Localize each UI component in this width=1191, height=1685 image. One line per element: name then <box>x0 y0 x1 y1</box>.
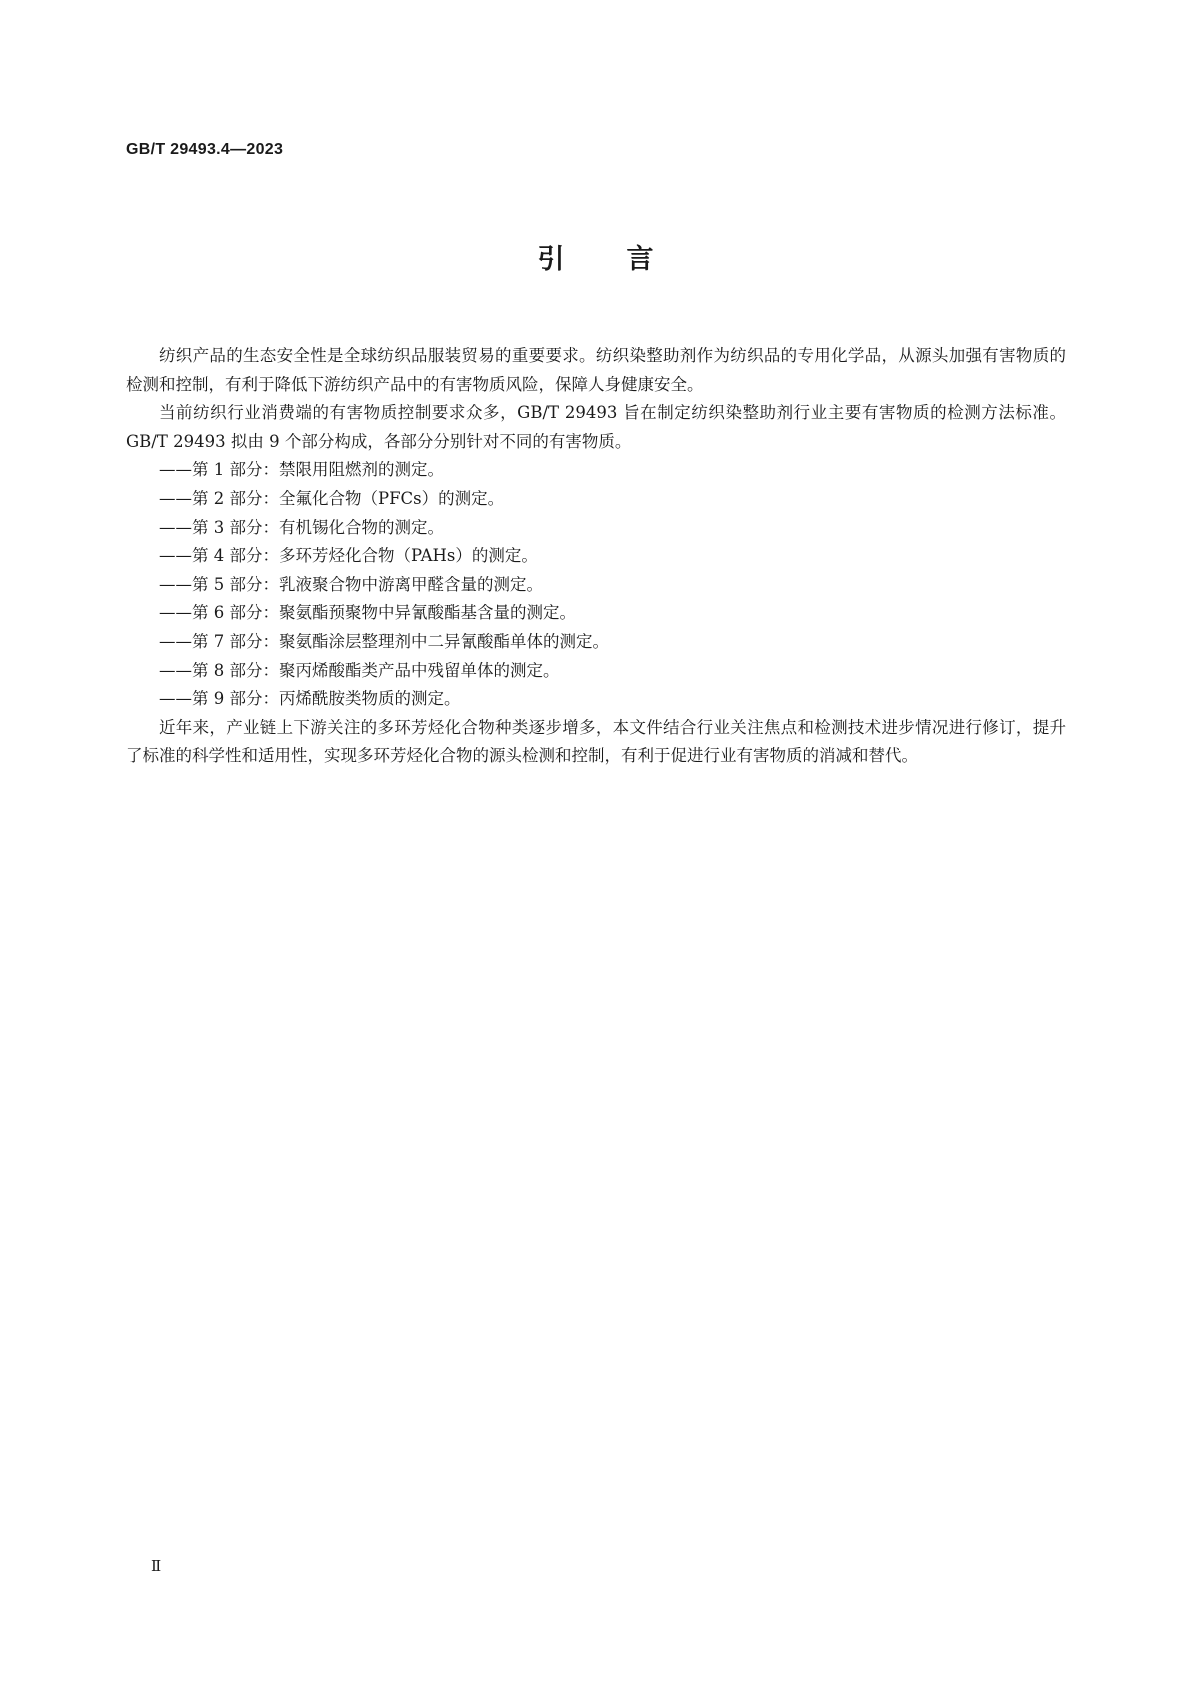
intro-paragraph-2: 当前纺织行业消费端的有害物质控制要求众多，GB/T 29493 旨在制定纺织染整助剂行业主要有害物质的检测方法标准。GB/T 29493 拟由 9 个部分构成，各部分分别针对不同的有害物质。 <box>126 403 1066 451</box>
page-number: Ⅱ <box>151 1557 163 1575</box>
part-4-label: 第 4 部分：多环芳烃化合物（PAHs）的测定。 <box>192 546 538 566</box>
list-dash: —— <box>159 603 192 623</box>
list-dash: —— <box>159 574 192 594</box>
list-dash: —— <box>159 460 192 480</box>
page-title: 引言 <box>537 244 716 275</box>
list-dash: —— <box>159 660 192 680</box>
part-6-label: 第 6 部分：聚氨酯预聚物中异氰酸酯基含量的测定。 <box>192 603 576 623</box>
list-item <box>126 485 1066 514</box>
part-3-label: 第 3 部分：有机锡化合物的测定。 <box>192 517 444 537</box>
part-7-label: 第 7 部分：聚氨酯涂层整理剂中二异氰酸酯单体的测定。 <box>192 631 609 651</box>
closing-paragraph: 近年来，产业链上下游关注的多环芳烃化合物种类逐步增多，本文件结合行业关注焦点和检测技术进步情况进行修订，提升了标准的科学性和适用性，实现多环芳烃化合物的源头检测和控制，有利于促进行业有害物质的消减和替代。 <box>126 717 1066 766</box>
list-item <box>126 685 1066 714</box>
part-2-label: 第 2 部分：全氟化合物（PFCs）的测定。 <box>192 488 505 508</box>
introduction-body <box>126 342 1066 771</box>
list-dash: —— <box>159 631 192 651</box>
list-dash: —— <box>159 546 192 566</box>
intro-paragraph-1: 纺织产品的生态安全性是全球纺织品服装贸易的重要要求。纺织染整助剂作为纺织品的专用化学品，从源头加强有害物质的检测和控制，有利于降低下游纺织产品中的有害物质风险，保障人身健康安全。 <box>126 346 1066 394</box>
list-item <box>126 571 1066 600</box>
part-9-label: 第 9 部分：丙烯酰胺类物质的测定。 <box>192 689 461 709</box>
list-item <box>126 628 1066 657</box>
list-item <box>126 542 1066 571</box>
part-1-label: 第 1 部分：禁限用阻燃剂的测定。 <box>192 460 444 480</box>
part-8-label: 第 8 部分：聚丙烯酸酯类产品中残留单体的测定。 <box>192 660 560 680</box>
list-item <box>126 514 1066 543</box>
list-item <box>126 657 1066 686</box>
list-dash: —— <box>159 488 192 508</box>
standard-code: GB/T 29493.4—2023 <box>126 141 284 158</box>
part-5-label: 第 5 部分：乳液聚合物中游离甲醛含量的测定。 <box>192 574 543 594</box>
list-dash: —— <box>159 517 192 537</box>
list-item <box>126 456 1066 485</box>
list-item <box>126 599 1066 628</box>
list-dash: —— <box>159 689 192 709</box>
